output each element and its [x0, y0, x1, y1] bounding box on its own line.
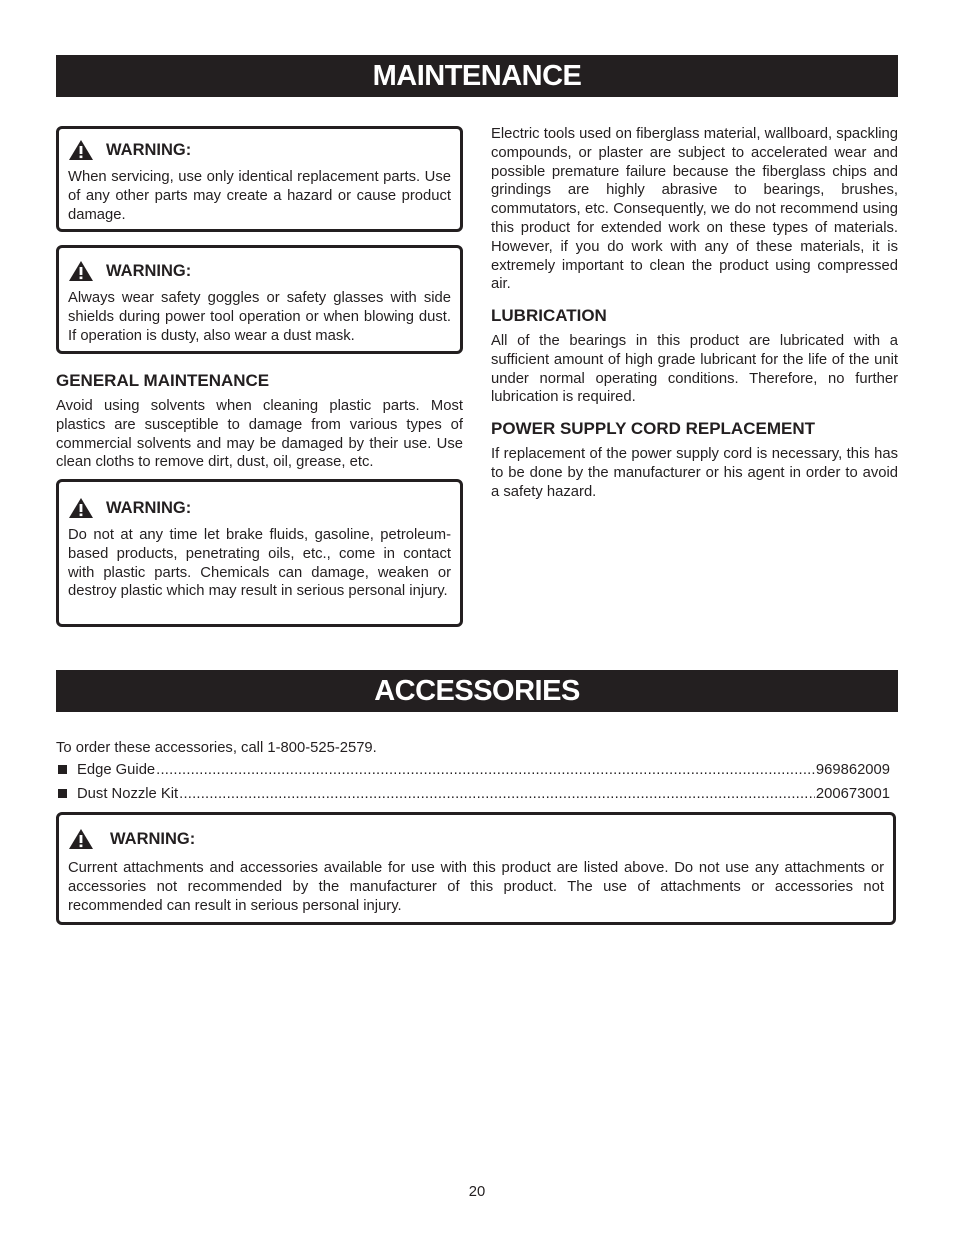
general-maintenance-heading: GENERAL MAINTENANCE	[56, 371, 270, 390]
maintenance-title: MAINTENANCE	[56, 55, 898, 97]
accessory-name: Dust Nozzle Kit	[77, 786, 179, 802]
warning-triangle-icon	[68, 828, 94, 850]
leader-dots	[156, 762, 815, 778]
cord-replacement-heading: POWER SUPPLY CORD REPLACEMENT	[491, 419, 815, 438]
accessory-part-number: 200673001	[815, 786, 890, 802]
accessories-title: ACCESSORIES	[56, 670, 898, 712]
warning-text: Do not at any time let brake fluids, gasoline, petroleum-based products, penetrating oils, etc., come in contact with plastic parts. Chemicals can damage, weaken or destroy plastic which may result in serious personal injury.	[68, 527, 451, 600]
warning-text: Current attachments and accessories available for use with this product are listed above. Do not use any attachments or accessories not recommended by the manufacturer of this product. The use of attachments or accessories not recommended can result in serious personal injury.	[68, 860, 884, 914]
warning-box-replacement-parts	[56, 126, 463, 232]
warning-label: WARNING:	[110, 829, 196, 848]
warning-text: When servicing, use only identical replacement parts. Use of any other parts may create a hazard or cause product damage.	[68, 169, 451, 223]
general-maintenance-text: Avoid using solvents when cleaning plastic parts. Most plastics are susceptible to damage from various types of commercial solvents and may be damaged by their use. Use clean cloths to remove dirt, dust, oil, grease, etc.	[56, 398, 463, 471]
warning-box-brake-fluids	[56, 479, 463, 627]
lubrication-text: All of the bearings in this product are lubricated with a sufficient amount of high grade lubricant for the life of the unit under normal operating conditions. Therefore, no further lubrication is required.	[491, 333, 898, 406]
page-number: 20	[468, 1184, 486, 1200]
warning-text: Always wear safety goggles or safety glasses with side shields during power tool operation or when blowing dust. If operation is dusty, also wear a dust mask.	[68, 290, 451, 344]
warning-label: WARNING:	[106, 498, 192, 517]
accessory-item	[58, 762, 890, 778]
accessory-part-number: 969862009	[815, 762, 890, 778]
warning-box-safety-goggles	[56, 245, 463, 354]
warning-label: WARNING:	[106, 140, 192, 159]
accessory-item	[58, 786, 890, 802]
accessory-name: Edge Guide	[77, 762, 156, 778]
cord-replacement-text: If replacement of the power supply cord is necessary, this has to be done by the manufacturer or his agent in order to avoid a safety hazard.	[491, 446, 898, 500]
warning-triangle-icon	[68, 260, 94, 282]
lubrication-heading: LUBRICATION	[491, 306, 607, 325]
warning-triangle-icon	[68, 139, 94, 161]
bullet-icon	[58, 765, 67, 774]
bullet-icon	[58, 789, 67, 798]
warning-box-accessories	[56, 812, 896, 925]
warning-label: WARNING:	[106, 261, 192, 280]
electric-tools-text: Electric tools used on fiberglass material, wallboard, spackling compounds, or plaster are subject to accelerated wear and possible premature failure because the fiberglass chips and grindings are highly abrasive to bearings, brushes, commutators, etc. Consequently, we do not recommend using this product for extended work on these types of materials. However, if you do work with any of these materials, it is extremely important to clean the product using compressed air.	[491, 126, 898, 293]
warning-triangle-icon	[68, 497, 94, 519]
leader-dots	[179, 786, 815, 802]
accessories-intro: To order these accessories, call 1-800-525-2579.	[56, 740, 377, 756]
